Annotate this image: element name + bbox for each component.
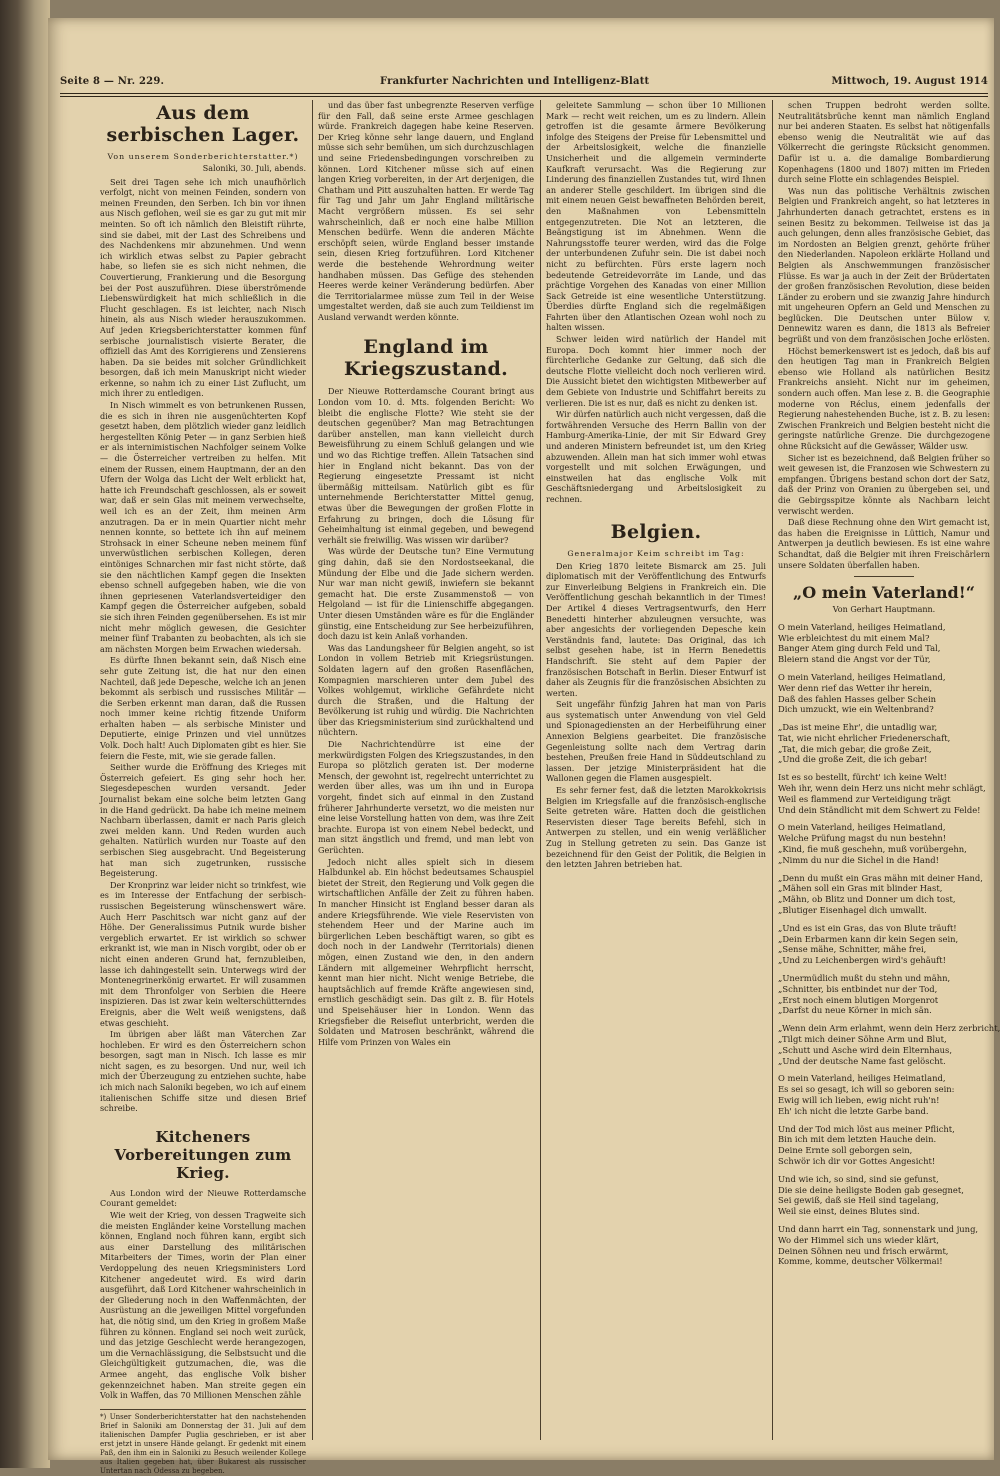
article-title-belgium: Belgien. xyxy=(610,520,702,543)
poem-line: Sei gewiß, daß sie Heil sind tagelang, xyxy=(778,1195,939,1206)
poem-line: „Schutt und Asche wird dein Elternhaus, xyxy=(778,1044,952,1055)
poem-author: Von Gerhart Hauptmann. xyxy=(832,605,936,615)
poem-stanza xyxy=(778,1023,1000,1066)
poem-line: Schwör ich dir vor Gottes Angesicht! xyxy=(778,1155,936,1166)
paragraph: Seit drei Tagen sehe ich mich unaufhörlich verfolgt, nicht von meinen Feinden, sondern von meinen Freunden, den Serben. Ich bin vor ihnen aus Nisch geflohen, weil sie es gar zu gut mit mir meinten. So oft ich nämlich den Bleistift rührte, sind sie dabei, mit der Last des Schreibens und des Nachdenkens mir abzunehmen. Und wenn ich wirklich etwas selbst zu Papier gebracht habe, so liefen sie es sich nicht nehmen, die Couvertierung, Frankierung und die Besorgung bei der Post auszuführen. Diese überströmende Liebenswürdigkeit hat mich schließlich in die Flucht geschlagen. Es ist leichter, nach Nisch hinein, als aus Nisch wieder herauszukommen. Auf jeden Kriegsberichterstatter kommen fünf serbische journalistisch visierte Berater, die offiziell das Amt des Korrigierens und Zensierens haben. Da sie beides mit solcher Gründlichkeit besorgen, daß ich mein Manuskript nicht wieder erkenne, so nahm ich zu einer List Zuflucht, um mich ihrer zu entledigen. xyxy=(100,176,306,399)
paragraph: Es dürfte Ihnen bekannt sein, daß Nisch eine sehr gute Zeitung ist, die hat nur den einen Nachteil, daß jede Depesche, welche ich an jenen bekommt als serbisch und russisches Militär — die Serben erkennt man daran, daß die Russen noch immer keine richtig fitzende Uniform erhalten haben — als serbische Minister und Deputierte, einige Prinzen und viel unnützes Volk. Doch halt! Auch Diplomaten gibt es hier. Sie feiern die Feste, mit, wie sie gerade fallen. xyxy=(100,655,306,761)
paragraph: Höchst bemerkenswert ist es jedoch, daß bis auf den heutigen Tag man in Frankreich Belgien ebenso wie Holland als natürlichen Besitz Frankreichs ansieht. Nicht nur im geheimen, sondern auch offen. Man lese z. B. die Geographie moderne von Réclus, einem jedenfalls der Regierung nahestehenden Buche, ist z. B. zu lesen: Zwischen Frankreich und Belgien besteht nicht die geringste natürliche Grenze. Die durchgezogene ohne Rücksicht auf die Gewässer, Wälder usw. xyxy=(778,345,990,451)
poem-stanza xyxy=(778,873,990,916)
poem-line: „Kind, fie muß geschehn, muß vorübergehn, xyxy=(778,844,967,855)
poem-line: „Sense mähe, Schnitter, mähe frei, xyxy=(778,944,927,955)
separator xyxy=(854,576,914,577)
column-rule-2 xyxy=(540,100,541,1440)
page-header xyxy=(60,76,988,92)
poem-line: „Unermüdlich mußt du stehn und mähn, xyxy=(778,973,951,984)
paragraph: Jedoch nicht alles spielt sich in diesem Halbdunkel ab. Ein höchst bedeutsames Schauspiel bietet der Streit, den Regierung und Volk gegen die wirtschaftlichen Anfälle der Zeit zu führen haben. In mancher Hinsicht ist England besser daran als andere Kriegsführende. Wie viele Reservisten von stehendem Heer und der Marine auch im bürgerlichen Leben beschäftigt waren, so gibt es doch noch in der Landwehr (Territorials) dienen mögen, einen Zustand wie den, in den andern Ländern mit allgemeiner Wehrpflicht herrscht, kennt man hier nicht. Nicht wenige Betriebe, die hauptsächlich auf fremde Kräfte angewiesen sind, ernstlich geschädigt sein. Das gilt z. B. für Hotels und Speisehäuser hier in London. Wenn das Kriegsfieber die Reiseflut unterbricht, werden die Soldaten und Matrosen beschränkt, während die Hilfe vom Prinzen von Wales ein xyxy=(318,856,534,1047)
poem-line: Komme, komme, deutscher Völkermai! xyxy=(778,1256,943,1267)
paragraph: Schwer leiden wird natürlich der Handel mit Europa. Doch kommt hier immer noch der fürchterliche Gedanke zur Geltung, daß sich die deutsche Flotte vielleicht doch noch verlieren wird. Die Aussicht bietet den wichtigsten Mitbewerber auf dem Gebiete von Industrie und Schiffahrt bereits zu verlieren. Die ist es nur, daß es nicht zu denken ist. xyxy=(546,334,766,408)
poem-line: Dich umzuckt, wie ein Weltenbrand? xyxy=(778,704,934,715)
poem-line: „Nimm du nur die Sichel in die Hand! xyxy=(778,854,940,865)
poem-title: „O mein Vaterland!“ xyxy=(793,583,975,603)
column-2 xyxy=(318,100,534,1440)
poem-line: „Erst noch einem blutigen Morgenrot xyxy=(778,994,939,1005)
poem-line: „Und zu Leichenbergen wird's gehäuft! xyxy=(778,955,947,966)
paragraph: Sicher ist es bezeichnend, daß Belgien früher so weit gewesen ist, die Franzosen wie Schwestern zu empfangen. Übrigens bestand schon dort der Satz, daß der Prinz von Oranien zu übergeben sei, und die Gebirgsspitze könnte als Nachbarn leicht verwischt werden. xyxy=(778,452,990,516)
poem-stanza xyxy=(778,973,990,1016)
paragraph: Wie weit der Krieg, von dessen Tragweite sich die meisten Engländer keine Vorstellung machen können, England noch führen kann, ergibt sich aus einer Darstellung des militärischen Mitarbeiters der Times, worin der Plan einer Verdoppelung des neuen Kriegsministers Lord Kitchener angedeutet wird. Es wird darin ausgeführt, daß Lord Kitchener wahrscheinlich in der Gliederung noch in den Waffenmächten, der Ausrüstung an die jeweiligen Mittel vorgefunden hat, die nötig sind, um den Krieg in großem Maße führen zu können. England sei noch weit zurück, und das jetzige Geschlecht werde herangezogen, um die Vernachlässigung, die Selbstsucht und die Gleichgültigkeit gutzumachen, die, was die Armee angeht, das englische Volk bisher gekennzeichnet haben. Man streite gegen ein Volk in Waffen, das 70 Millionen Menschen zähle xyxy=(100,1210,306,1401)
paragraph: schen Truppen bedroht werden sollte. Neutralitätsbrüche kennt man nämlich England nur bei anderen Staaten. Es selbst hat nötigenfalls ebenso wenig die Neutralität wie auf das Völkerrecht die geringste Rücksicht genommen. Dafür ist u. a. die damalige Bombardierung Kopenhagens (1800 und 1807) mitten im Frieden durch seine Flotte ein schlagendes Beispiel. xyxy=(778,100,990,185)
paragraph: Es sehr ferner fest, daß die letzten Marokkokrisis Belgien im Kriegsfalle auf die französisch-englische Seite getreten wäre. Hatten doch die geistlichen Reservisten dieser Tage bereits Befehl, sich in Antwerpen zu stellen, und ein wenig verläßlicher Zug in Stellung getreten zu sein. Das Ganze ist bezeichnend für den Geist der Politik, die Belgien in den letzten Jahren betrieben hat. xyxy=(546,785,766,870)
poem-stanza xyxy=(778,672,990,715)
poem-line: „Dein Erbarmen kann dir kein Segen sein, xyxy=(778,933,959,944)
poem-line: Und der Tod mich löst aus meiner Pflicht, xyxy=(778,1123,955,1134)
poem-line: „Das ist meine Ehr', die untadlig war, xyxy=(778,722,938,733)
poem-stanza xyxy=(778,822,990,865)
poem-line: O mein Vaterland, heiliges Heimatland, xyxy=(778,822,946,833)
poem-line: O mein Vaterland, heiliges Heimatland, xyxy=(778,671,946,682)
poem-line: „Tilgt mich deiner Söhne Arm und Blut, xyxy=(778,1034,947,1045)
poem-line: „Blutiger Eisenhagel dich umwallt. xyxy=(778,905,927,916)
paragraph: geleitete Sammlung — schon über 10 Millionen Mark — recht weit reichen, um es zu lindern. Allein getroffen ist die gesamte ärmere Bevölkerung infolge des Steigens der Preise für Lebensmittel und der Arbeitslosigkeit, welche die finanzielle Unsicherheit und die allgemein verminderte Kaufkraft verursacht. Was die Regierung zur Linderung des finanziellen Zustandes tut, wird Ihnen an anderer Stelle geschildert. Im übrigen sind die mit einem neuen Geist bewaffneten Behörden bereit, den Maßnahmen von Lebensmitteln entgegenzutreten. Die Not an letzteren, die Beängstigung ist im Abnehmen. Wenn die Nahrungsstoffe teurer werden, wird das die Folge der unterbundenen Zufuhr sein. Die ist dabei noch nicht zu befürchten. Fürs erste lagern noch bedeutende Getreidevorräte im Lande, und das prächtige Vorgehen des Kanadas von einer Million Sack Getreide ist eine wesentliche Unterstützung. Überdies dürfte England sich die regelmäßigen Fahrten über den Atlantischen Ozean wohl noch zu halten wissen. xyxy=(546,100,766,333)
poem-line: O mein Vaterland, heiliges Heimatland, xyxy=(778,1073,946,1084)
poem-line: Eh' ich nicht die letzte Garbe band. xyxy=(778,1105,929,1116)
paragraph: Den Krieg 1870 leitete Bismarck am 25. Juli diplomatisch mit der Veröffentlichung des Entwurfs zur Einverleibung Belgiens in Frankreich ein. Die Veröffentlichung geschah bekanntlich in der Times! Der Artikel 4 dieses Vertragsentwurfs, den Herr Benedetti hinterher abzuleugnen versuchte, was aber angesichts der vorliegenden Depesche kein Verständnis fand, lautete: Das Original, das ich selbst gesehen habe, ist in Herrn Benedettis Handschrift. Sie steht auf dem Papier der französischen Botschaft in Berlin. Dieser Entwurf ist daher als Zeugnis für die französischen Absichten zu werten. xyxy=(546,560,766,698)
column-1 xyxy=(100,100,306,1475)
article-byline: Generalmajor Keim schreibt im Tag: xyxy=(567,548,745,558)
poem-line: „Tat, die mich gebar, die große Zeit, xyxy=(778,743,932,754)
paragraph: Daß diese Rechnung ohne den Wirt gemacht ist, das haben die Ereignisse in Lüttich, Namur und Antwerpen ja deutlich bewiesen. Es ist eine wahre Schandtat, daß die Belgier mit ihren Freischärlern unsere Soldaten überfallen haben. xyxy=(778,517,990,570)
header-rule xyxy=(60,93,988,94)
paragraph: Die Nachrichtendürre ist eine der merkwürdigsten Folgen des Kriegszustandes, in den Europa so plötzlich geraten ist. Der moderne Mensch, der gewohnt ist, regelrecht unterrichtet zu werden über alles, was um ihn und in Europa vorgeht, findet sich auf einmal in den Zustand früherer Jahrhunderte versetzt, wo die meisten nur eine leise Vorstellung hatten von dem, was ihre Zeit brachte. Europa ist von einem Nebel bedeckt, und man sitzt ängstlich und fremd, und man lebt von Gerüchten. xyxy=(318,739,534,855)
poem-line: Bin ich mit dem letzten Hauche dein. xyxy=(778,1134,937,1145)
header-page-number: Seite 8 — Nr. 229. xyxy=(60,76,165,87)
column-rule-1 xyxy=(312,100,313,1440)
book-spine-edge xyxy=(0,0,50,1468)
poem-line: „Und die große Zeit, die ich gebar! xyxy=(778,754,928,765)
poem-stanza xyxy=(778,1124,990,1167)
paragraph: Im übrigen aber läßt man Väterchen Zar hochleben. Er wird es den Österreichern schon besorgen, sagt man in Nisch. Ich lasse es mir nicht sagen, es zu besorgen. Und nur, weil ich mich der Überzeugung zu entziehen suchte, habe ich mich nach Saloniki begeben, wo ich auf einem italienischen Schiffe sitze und diesen Brief schreibe. xyxy=(100,1029,306,1114)
poem-line: Ist es so bestellt, fürcht' ich keine Welt! xyxy=(778,772,947,783)
poem-stanza xyxy=(778,772,990,815)
poem-line: Wie erbleichtest du mit einem Mal? xyxy=(778,632,930,643)
article-title-england: England im Kriegszustand. xyxy=(343,336,509,381)
header-date: Mittwoch, 19. August 1914 xyxy=(831,76,988,87)
poem-line: Welche Prüfung magst du nun bestehn! xyxy=(778,833,947,844)
poem-stanza xyxy=(778,1174,990,1217)
poem-stanza xyxy=(778,622,990,665)
article-title-serbian-camp: Aus dem serbischen Lager. xyxy=(106,102,300,146)
poem-stanza xyxy=(778,1224,990,1267)
paragraph: Wir dürfen natürlich auch nicht vergessen, daß die fortwährenden Versuche des Herrn Ballin von der Hamburg-Amerika-Linie, der mit Sir Edward Grey und anderen Ministern befreundet ist, um den Krieg abzuwenden. Allein man hat sich immer wohl etwas vorgestellt und mit solchen Erwägungen, und einstweilen hat das englische Volk mit Geschäftsniedergang und Arbeitslosigkeit zu rechnen. xyxy=(546,409,766,504)
header-masthead: Frankfurter Nachrichten und Intelligenz-Blatt xyxy=(380,76,650,87)
poem-line: Die sie deine heiligste Boden gab gesegnet, xyxy=(778,1184,964,1195)
poem-line: Daß des fahlen Hasses gelber Schein xyxy=(778,693,937,704)
poem-line: „Schnitter, bis entbindet nur der Tod, xyxy=(778,983,938,994)
article-byline: Von unserem Sonderberichterstatter.*) xyxy=(107,152,299,161)
poem-line: Und wie ich, so sind, sind sie gefunst, xyxy=(778,1173,939,1184)
poem-line: „Und es ist ein Gras, das von Blute träuft! xyxy=(778,922,957,933)
paragraph: Der Nieuwe Rotterdamsche Courant bringt aus London vom 10. d. Mts. folgenden Bericht: Wo bleibt die englische Flotte? Wie steht sie der deutschen gegenüber? Man mag Betrachtungen darüber anstellen, man kann vielleicht durch Beweisführung zu einem Schluß gelangen und wie und wo das Richtige treffen. Allein Tatsachen sind hier in England nicht bekannt. Das von der Regierung eingesetzte Pressamt ist nicht übermäßig mitteilsam. Natürlich gibt es für unternehmende Berichterstatter Mittel genug, etwas über die Bewegungen der großen Flotte in Erfahrung zu bringen, doch die Lösung für Geheimhaltung ist einmal gegeben, und bewegend verhält sie freiwillig. Was wissen wir darüber? xyxy=(318,386,534,545)
poem-line: Wer denn rief das Wetter ihr herein, xyxy=(778,682,933,693)
poem-line: Bleiern stand die Angst vor der Tür, xyxy=(778,654,931,665)
poem-line: „Und der deutsche Name fast gelöscht. xyxy=(778,1055,946,1066)
paragraph: Was nun das politische Verhältnis zwischen Belgien und Frankreich angeht, so hat letzteres in Jahrhunderten danach getrachtet, erstens es in seinen Besitz zu bekommen. Teilweise ist das ja auch gelungen, denn alles französische Gebiet, das im Nordosten an Belgien grenzt, gehörte früher den Niederlanden. Napoleon erklärte Holland und Belgien als Anschwemmungen französischer Flüsse. Es war ja auch in der Zeit der Brüdertaten der großen französischen Revolution, diese beiden Länder zu erobern und sie zwanzig Jahre hindurch mit ungeheuren Opfern an Geld und Menschen zu beglücken. Die Deutschen unter Bülow v. Dennewitz waren es dann, die 1813 als Befreier begrüßt und von dem französischen Joche erlösten. xyxy=(778,185,990,345)
poem-stanza xyxy=(778,923,990,966)
footnote: *) Unser Sonderberichterstatter hat den nachstehenden Brief in Saloniki am Donnerstag der 31. Juli auf dem italienischen Dampfer Puglia geschrieben, er ist aber erst jetzt in unsere Hände gelangt. Er gedenkt mit einem Paß, den ihm ein in Saloniki zu Besuch weilender Kollege aus Italien gegeben hat, über Bukarest als russischer Untertan nach Odessa zu begeben. xyxy=(100,1409,306,1476)
poem-stanza xyxy=(778,1073,990,1116)
paragraph: Aus London wird der Nieuwe Rotterdamsche Courant gemeldet: xyxy=(100,1187,306,1209)
column-rule-3 xyxy=(772,100,773,1440)
paragraph: Seit ungefähr fünfzig Jahren hat man von Paris aus systematisch unter Anwendung von viel Geld und Spionagediensten an der Herbeiführung einer Annexion Belgiens gearbeitet. Die französische Gegenleistung sollte nach dem Vertrag darin bestehen, Preußen freie Hand in Süddeutschland zu lassen. Der jetzige Ministerpräsident hat die Wallonen gegen die Flamen ausgespielt. xyxy=(546,699,766,784)
poem-line: Und dein Ständlicht mit dem Schwert zu Felde! xyxy=(778,804,981,815)
poem-body xyxy=(778,621,1000,1267)
poem-line: „Mähn, ob Blitz und Donner um dich tost, xyxy=(778,894,956,905)
poem-line: Tat, wie nicht ehrlicher Friedenerschaft, xyxy=(778,732,951,743)
poem-line: Deinen Söhnen neu und frisch erwärmt, xyxy=(778,1245,949,1256)
poem-line: „Darfst du neue Körner in mich sän. xyxy=(778,1005,932,1016)
poem-line: Weil sie einst, deines Blutes sind. xyxy=(778,1206,920,1217)
paragraph: Was das Landungsheer für Belgien angeht, so ist London in vollem Betrieb mit Kriegsrüstungen. Soldaten lagern auf den großen Rasenflächen, Kompagnien marschieren unter dem Jubel des Volkes wohlgemut, wirkliche Gefährdete nicht durch die Straßen, und die Haltung der Bevölkerung ist ruhig und würdig. Die Nachrichten über das Kriegsministerium sind zurückhaltend und nüchtern. xyxy=(318,642,534,738)
article-title-kitchener: Kitcheners Vorbereitungen zum Krieg. xyxy=(114,1127,292,1182)
poem-line: Weil es flammend zur Verteidigung trägt xyxy=(778,793,951,804)
poem-line: Und dann harrt ein Tag, sonnenstark und jung, xyxy=(778,1223,979,1234)
poem-line: „Wenn dein Arm erlahmt, wenn dein Herz zerbricht, xyxy=(778,1023,1000,1034)
paragraph: Was würde der Deutsche tun? Eine Vermutung ging dahin, daß sie den Nordostseekanal, die Mündung der Elbe und die Jade sichern werden. Nur war man nicht gewiß, inwiefern sie bekannt gemacht hat. Die erste Zusammenstoß — von Helgoland — ist für die Linienschiffe abgegangen. Unter diesen Umständen wäre es für die Engländer günstig, eine Entscheidung zur See herbeizuführen, doch dazu ist kein Anlaß vorhanden. xyxy=(318,546,534,642)
article-dateline: Saloniki, 30. Juli, abends. xyxy=(202,164,306,173)
poem-line: Deine Ernte soll geborgen sein, xyxy=(778,1145,913,1156)
paragraph: Der Kronprinz war leider nicht so trinkfest, wie es im Interesse der Entfachung der serbisch-russischen Begeisterung wünschenswert wäre. Auch Herr Paschitsch war nicht ganz auf der Höhe. Der Generalissimus Putnik wurde bisher vergeblich erwartet. Er ist wirklich so schwer erkrankt ist, wie man in Nisch vorgibt, oder ob er nicht einen anderen Grund hat, fernzubleiben, lasse ich dahingestellt sein. Unterwegs wird der Montenegrinerkönig erwartet. Er will zusammen mit dem Thronfolger von Serbien die Heere inspizieren. Das ist zwar kein welterschütterndes Ereignis, aber die Welt weiß wenigstens, daß etwas geschieht. xyxy=(100,879,306,1028)
column-4 xyxy=(778,100,1000,1440)
poem-line: O mein Vaterland, heiliges Heimatland, xyxy=(778,621,946,632)
poem-line: „Mähen soll ein Gras mit blinder Hast, xyxy=(778,883,943,894)
paragraph: In Nisch wimmelt es von betrunkenen Russen, die es sich in ihren nie ausgenüchterten Kopf gesetzt haben, dem plötzlich wieder ganz leidlich hergestellten König Peter — in ganz Serbien hieß er als internimistischen Nachfolger seinem Volke — die Österreicher vertreiben zu helfen. Mit einem der Russen, einem Hauptmann, der an den Ufern der Wolga das Licht der Welt erblickt hat, hatte ich Freundschaft geschlossen, als er soweit war, daß er sein Glas mit meinem verwechselte, weil ich es an der Zeit, ihm meinen Arm anzutragen. Da er in mein Quartier nicht mehr nennen konnte, so bettete ich ihn auf meinem Strohsack in einer Scheune neben meinem fünf unverwüstlichen serbischen Kollegen, deren eintöniges Schnarchen mir fast nicht störte, daß sie den nächtlichen Kampf gegen die Insekten ebenso schnell aufgegeben haben, wie die von ihnen gepriesenen Vaterlandsverteidiger den Kampf gegen die Österreicher aufgeben, sobald sie sich ihren Feinden gegenübersehen. Es ist mir nicht mehr möglich gewesen, die Gesichter meiner fünf Trabanten zu beobachten, als ich sie am nächsten Morgen beim Erwachen wiedersah. xyxy=(100,400,306,654)
poem-line: Wo der Himmel sich uns wieder klärt, xyxy=(778,1234,939,1245)
header-rule-double xyxy=(60,96,988,97)
column-3 xyxy=(546,100,766,1440)
poem-line: „Denn du mußt ein Gras mähn mit deiner Hand, xyxy=(778,872,983,883)
poem-line: Weh ihr, wenn dein Herz uns nicht mehr schlägt, xyxy=(778,783,986,794)
paragraph: und das über fast unbegrenzte Reserven verfüge für den Fall, daß seine erste Armee geschlagen würde. Frankreich dagegen habe keine Reserven. Der Krieg könne sehr lange dauern, und England müsse sich sehr bemühen, um sich durchzuschlagen und seine Friedensbedingungen vorschreiben zu können. Lord Kitchener müsse sich auf einen langen Krieg vorbereiten, in der Art derjenigen, die Chatham und Pitt auszuhalten hatten. Er werde Tag für Tag und Jahr um Jahr England militärische Macht vergrößern müssen. Es sei sehr wahrscheinlich, daß er noch eine halbe Million Menschen bedürfe. Wenn die anderen Mächte erschöpft seien, würde England besser imstande sein, diesen Krieg fortzuführen. Lord Kitchener werde die bestehende Wehrordnung weiter handhaben müssen. Das Gefüge des stehenden Heeres werde keiner Veränderung bedürfen. Aber die Territorialarmee müsse zum Teil in der Weise umgestaltet werden, daß sie auch zum Teildienst im Ausland verwandt werden könnte. xyxy=(318,100,534,322)
poem-stanza xyxy=(778,722,990,765)
poem-line: Es sei so gesagt, ich will so geboren sein: xyxy=(778,1084,955,1095)
poem-line: Ewig will ich lieben, ewig nicht ruh'n! xyxy=(778,1095,940,1105)
poem-line: Banger Atem ging durch Feld und Tal, xyxy=(778,643,941,654)
paragraph: Seither wurde die Eröffnung des Krieges mit Österreich gefeiert. Es ging sehr hoch her. Siegesdepeschen wurden versandt. Jeder Journalist bekam eine solche beim letzten Gang in die Hand gedrückt. Da habe ich meine meinem Nachbarn überlassen, damit er nach Paris gleich zwei melden kann. Und Reden wurden auch gehalten. Natürlich wurden nur Toaste auf den serbischen Sieg ausgebracht. Und Begeisterung hat man sich zugetrunken, russische Begeisterung. xyxy=(100,762,306,879)
